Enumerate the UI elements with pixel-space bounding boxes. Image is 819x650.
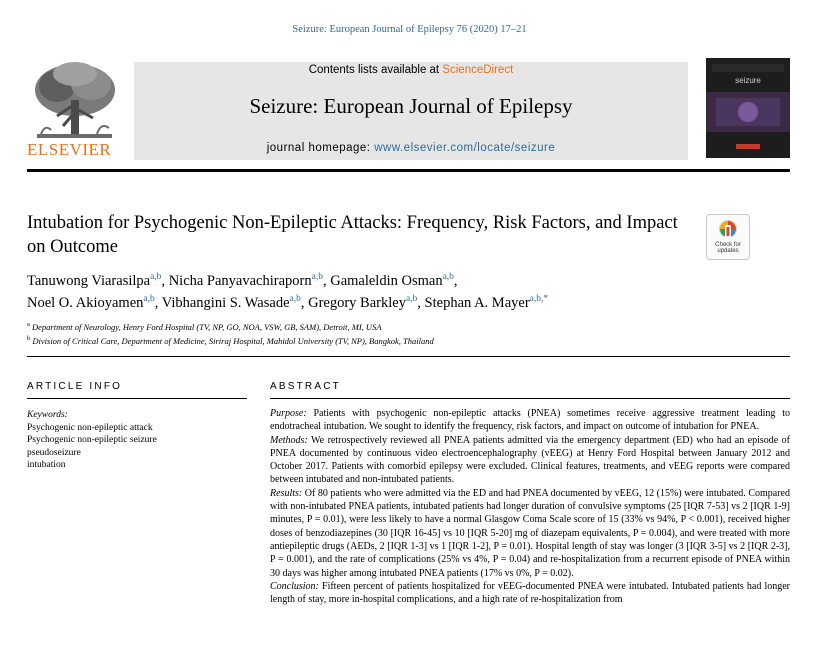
author-separator: , — [300, 294, 309, 311]
keyword[interactable]: Psychogenic non-epileptic seizure — [27, 435, 157, 445]
author-affiliation-marks[interactable]: a,b — [289, 294, 301, 304]
affiliation-text: Department of Neurology, Henry Ford Hospital (TV, NP, GO, NOA, VSW, GB, SAM), Detroit, MI, USA — [32, 321, 382, 332]
cover-art — [706, 58, 790, 158]
journal-cover[interactable] — [706, 58, 790, 158]
contents-prefix: Contents lists available at — [308, 64, 443, 76]
affiliation-mark: a — [27, 321, 30, 328]
keyword[interactable]: Psychogenic non-epileptic attack — [27, 422, 153, 433]
author-affiliation-marks[interactable]: a,b — [405, 294, 418, 304]
section-text: We retrospectively reviewed all PNEA patients admitted via the emergency department (ED) who had an episode of PNEA documented by continuous video electroencephalography (vEEG) at Henry Ford Hospital between January 2012 and October 2017. Patients with comorbid epilepsy were excluded. Clinical features, treatments, and vEEG reports were compared between intubated and non-intubated patients. — [270, 434, 790, 486]
journal-header — [134, 62, 688, 160]
section-text: Of 80 patients who were admitted via the ED and had PNEA documented by vEEG, 12 (15%) were intubated. Compared with non-intubated PNEA patients, intubated patients had longer duration of convulsive symptoms (25 [IQR 7-53] vs 2 [IQR 1-9] minutes, P = 0.01), were less likely to have a normal Glasgow Coma Scale score of 15 (33% vs 94%, P < 0.001), received higher doses of benzodiazepines (30 [IQR 16-45] vs 10 [IQR 5-20] mg of diazepam equivalents, P = 0.004), and were treated with more antiepileptic drugs (AEDs, 2 [IQR 1-3] vs 1 [IQR 1-2], P = 0.01). Hospital length of stay was longer (3 [IQR 3-5] vs 2 [IQR 2-3], P = 0.001), and the rate of complications (25% vs 4%, P = 0.04) and re-hospitalization from a recurrent episode of PNEA within 30 days was higher among intubated PNEA patients (17% vs 0%, P = 0.02). — [270, 487, 790, 579]
author-separator: , — [322, 272, 331, 289]
author-affiliation-marks[interactable]: a,b — [442, 272, 454, 282]
check-for-updates-badge[interactable] — [706, 214, 750, 260]
article-title: Intubation for Psychogenic Non-Epileptic Attacks: Frequency, Risk Factors, and Impact on Outcome — [27, 213, 678, 257]
article-info-heading: ARTICLE INFO — [27, 381, 123, 392]
journal-reference[interactable]: Seizure: European Journal of Epilepsy 76 (2020) 17–21 — [292, 24, 527, 35]
author-affiliation-marks[interactable]: a,b, — [529, 294, 544, 304]
contents-line — [134, 64, 688, 76]
cover-title: seizure — [735, 76, 761, 85]
keyword[interactable]: intubation — [27, 460, 66, 470]
authors-line-1 — [27, 272, 767, 290]
affiliation-b — [27, 335, 767, 346]
badge-label — [707, 242, 749, 254]
authors-divider — [27, 356, 790, 357]
elsevier-tree-logo — [27, 60, 122, 142]
authors-line-2 — [27, 294, 767, 312]
affiliation-mark: b — [27, 335, 31, 342]
author-name[interactable]: Tanuwong Viarasilpa — [27, 272, 151, 289]
crossmark-icon — [719, 219, 737, 241]
author-separator: , — [453, 272, 458, 289]
affiliation-a — [27, 321, 767, 332]
section-label: Conclusion: — [270, 580, 319, 592]
article-info-rule — [27, 398, 247, 399]
abstract-results — [270, 487, 790, 580]
abstract-purpose — [270, 407, 790, 434]
keywords-label: Keywords: — [27, 410, 68, 420]
homepage-line — [134, 142, 688, 154]
abstract-heading: ABSTRACT — [270, 381, 341, 392]
author-name[interactable]: Vibhangini S. Wasade — [161, 294, 290, 311]
homepage-link[interactable]: www.elsevier.com/locate/seizure — [374, 142, 556, 154]
affiliation-text: Division of Critical Care, Department of Medicine, Siriraj Hospital, Mahidol University (TV, NP), Bangkok, Thailand — [32, 335, 434, 346]
journal-title: Seizure: European Journal of Epilepsy — [249, 94, 573, 118]
publisher-wordmark: ELSEVIER — [27, 140, 112, 159]
keywords-block — [27, 409, 247, 472]
header-divider — [27, 169, 790, 172]
author-name[interactable]: Nicha Panyavachiraporn — [168, 272, 312, 289]
author-affiliation-marks[interactable]: a,b — [150, 272, 162, 282]
section-text: Fifteen percent of patients hospitalized for vEEG-documented PNEA were intubated. Intubated patients had longer length of stay, more in-hospital complications, and a high rate of re-hospitalization from — [270, 580, 790, 606]
author-separator: , — [417, 294, 425, 311]
abstract-rule — [270, 398, 790, 399]
keyword[interactable]: pseudoseizure — [27, 447, 81, 458]
author-affiliation-marks[interactable]: a,b — [311, 272, 323, 282]
author-name[interactable]: Noel O. Akioyamen — [27, 294, 144, 311]
badge-line1: Check for — [715, 242, 741, 248]
abstract-body — [270, 407, 790, 606]
author-separator: , — [161, 272, 169, 289]
section-text: Patients with psychogenic non-epileptic attacks (PNEA) sometimes receive aggressive treatment leading to endotracheal intubation. We sought to identify the frequency, risk factors, and impact on outcome of intubation for PNEA. — [270, 408, 791, 433]
author-name[interactable]: Stephan A. Mayer — [424, 294, 530, 311]
homepage-prefix: journal homepage: — [266, 142, 375, 154]
section-label: Purpose: — [270, 408, 307, 419]
section-label: Methods: — [270, 434, 308, 446]
badge-line2: updates — [717, 248, 739, 254]
corresponding-author-mark[interactable]: * — [543, 294, 549, 304]
author-name[interactable]: Gamaleldin Osman — [330, 272, 443, 289]
section-label: Results: — [270, 487, 303, 499]
author-separator: , — [154, 294, 162, 311]
abstract-methods — [270, 434, 790, 487]
author-name[interactable]: Gregory Barkley — [308, 294, 406, 311]
author-affiliation-marks[interactable]: a,b — [143, 294, 155, 304]
sciencedirect-link[interactable]: ScienceDirect — [442, 64, 514, 76]
abstract-conclusion — [270, 580, 790, 607]
